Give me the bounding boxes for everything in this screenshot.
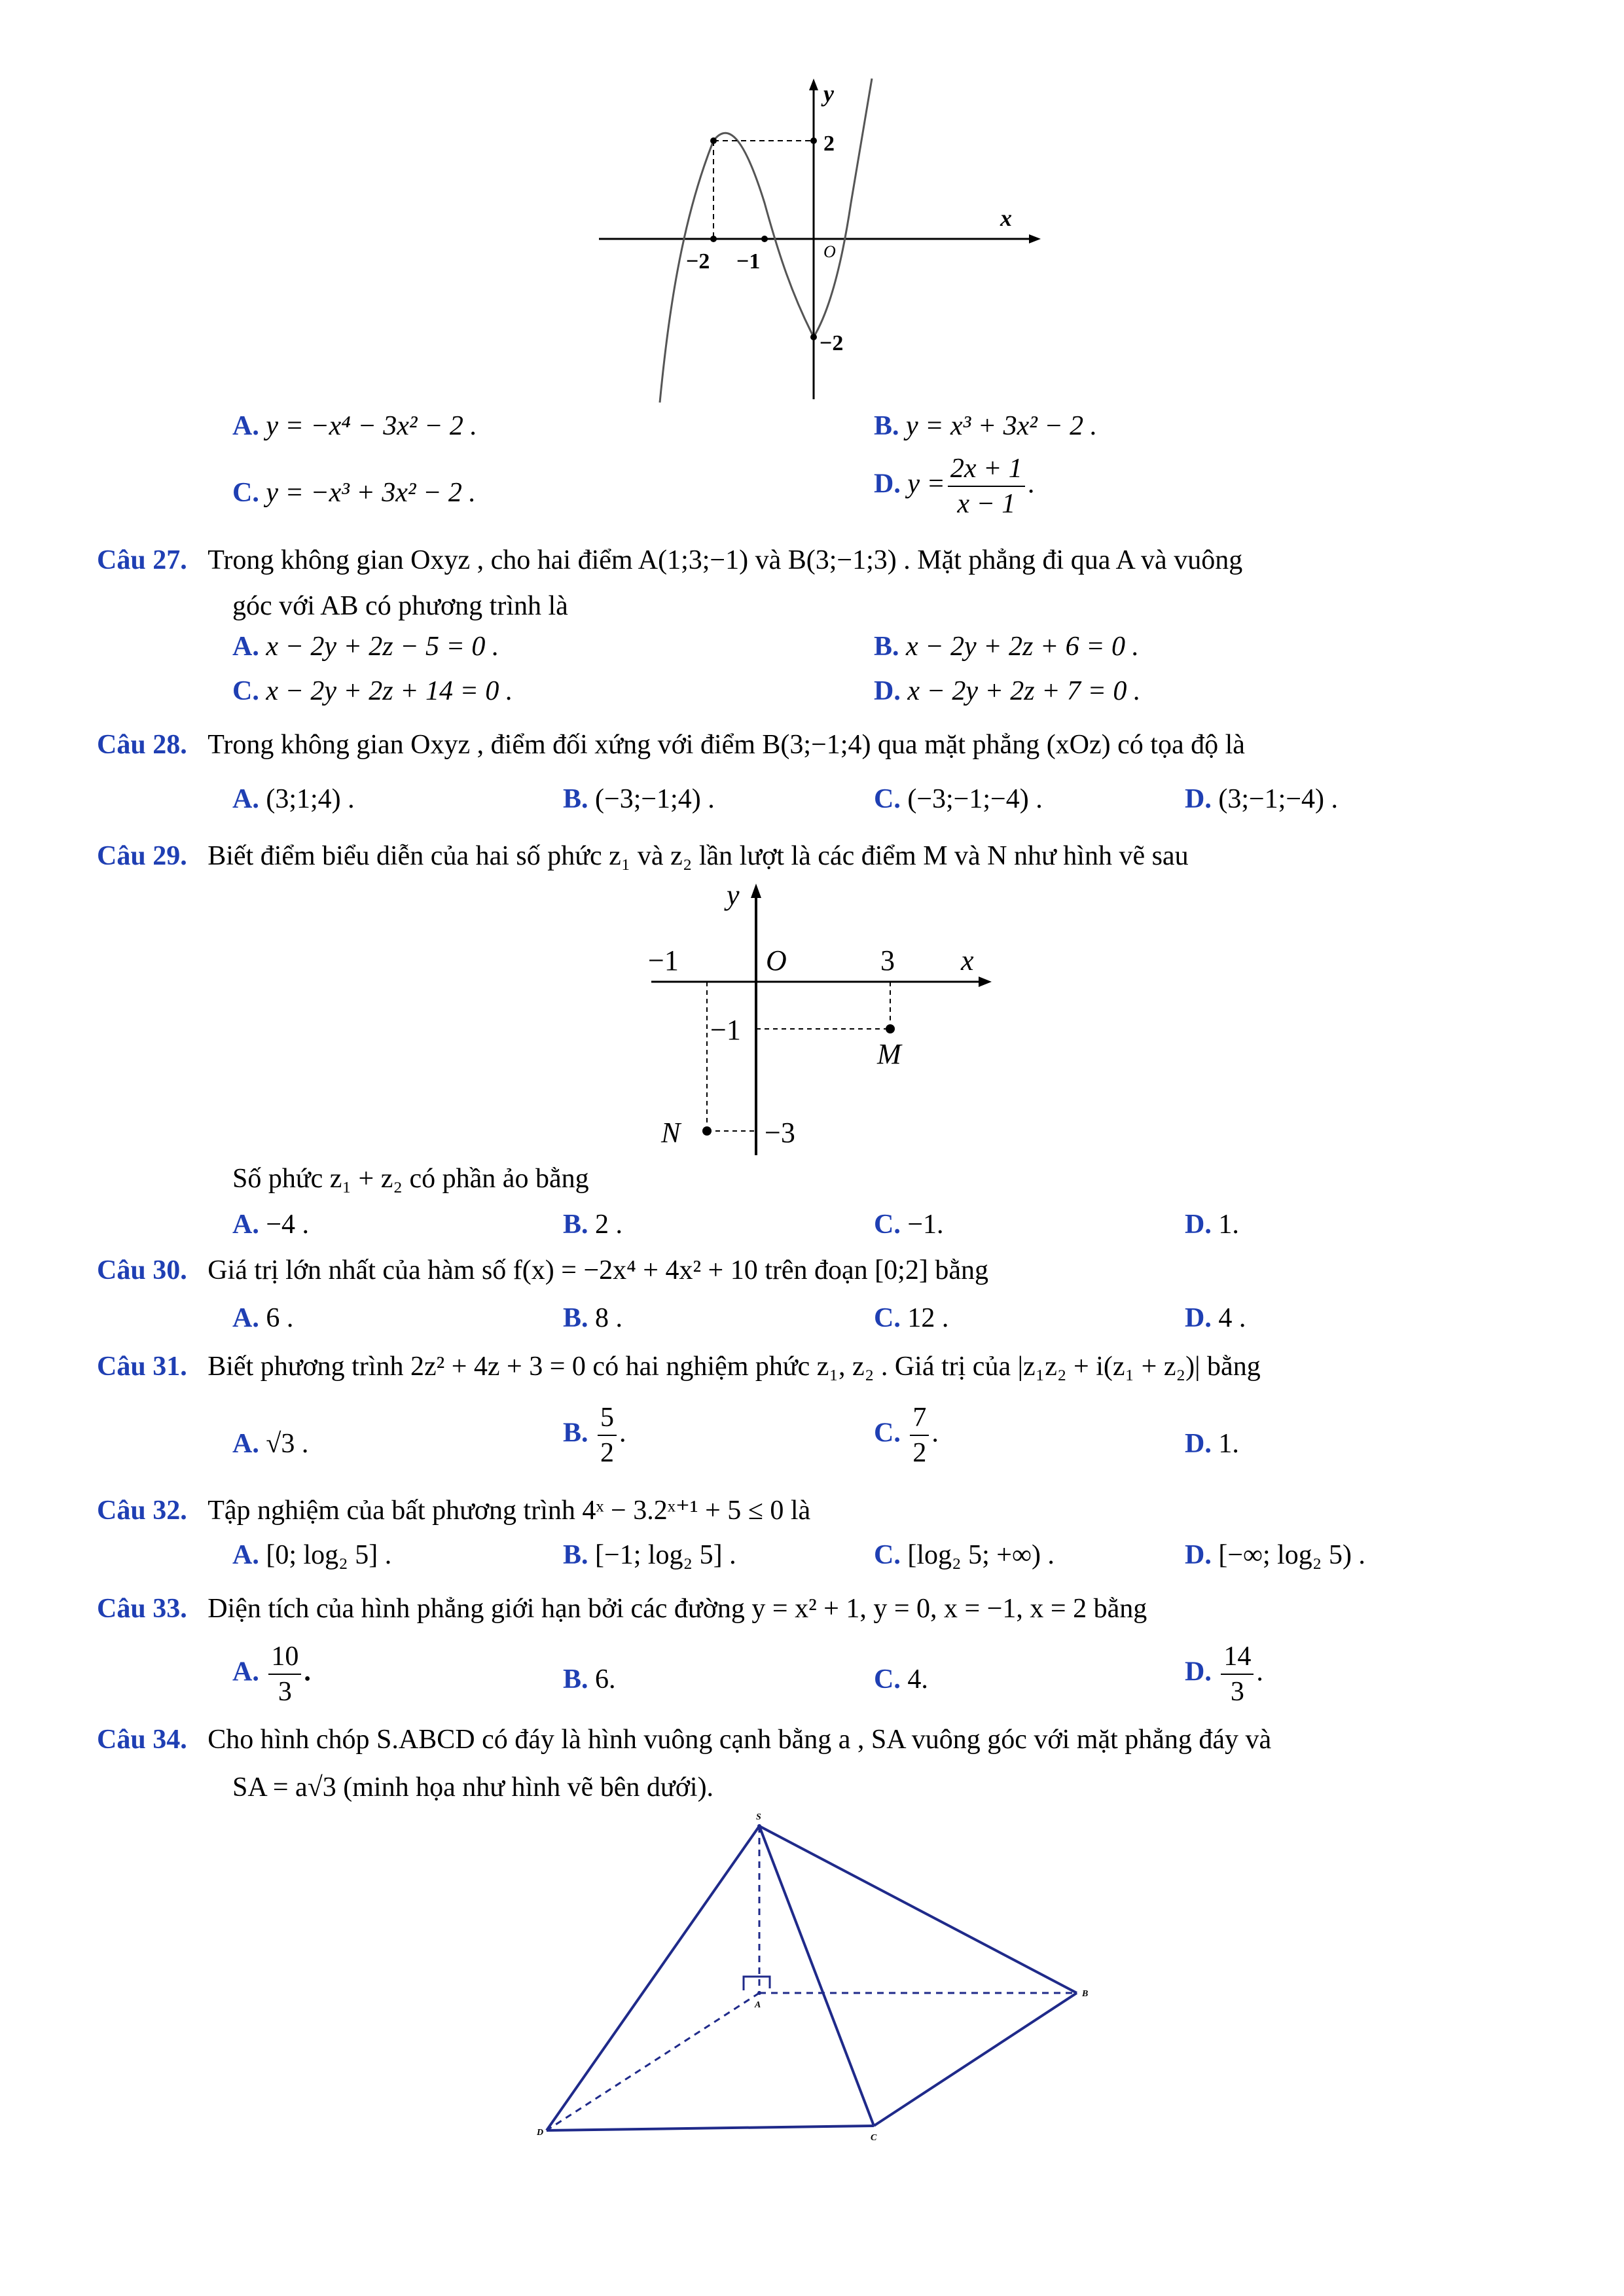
q32-option-a: A. [0; log₂ 5] . [232,1540,392,1570]
q31-text: Câu 31. Biết phương trình 2z² + 4z + 3 = 0 có hai nghiệm phức z₁, z₂ . Giá trị của |z₁z₂ + i(z₁ + z₂)| bằng [97,1352,1261,1382]
origin-label: O [766,944,787,977]
tick-x-minus2: −2 [686,249,710,274]
q27-text-2: góc với AB có phương trình là [232,591,568,621]
vertex-d-label: D [537,2128,544,2138]
q26-option-a: A. y = −x⁴ − 3x² − 2 . [232,411,477,441]
q34-text: Câu 34. Cho hình chóp S.ABCD có đáy là hình vuông cạnh bằng a , SA vuông góc với mặt phẳng đáy và [97,1725,1272,1755]
q33-option-a: A. $\frac{10}{3}$ . [232,1640,311,1709]
y-axis-arrow [751,884,761,898]
q29-option-c: C. −1. [874,1210,944,1240]
q31-option-c: C. $\frac{7}{2}$ . [874,1401,939,1470]
q33-option-d: D. $\frac{14}{3}$ . [1185,1640,1263,1709]
q30-option-c: C. 12 . [874,1303,949,1333]
q26-option-c: C. y = −x³ + 3x² − 2 . [232,478,476,508]
tick-x-minus1: −1 [736,249,761,274]
complex-plane-graph [648,877,1001,1158]
vertex-a-label: A [755,2000,761,2010]
q29-option-d: D. 1. [1185,1210,1239,1240]
q30-option-b: B. 8 . [563,1303,623,1333]
q32-option-d: D. [−∞; log₂ 5) . [1185,1540,1365,1570]
q27-option-d: D. x − 2y + 2z + 7 = 0 . [874,676,1141,706]
y-axis-arrow [809,79,818,90]
tick-y-2: 2 [823,132,835,156]
q34-text-2: SA = a√3 (minh họa như hình vẽ bên dưới). [232,1772,714,1803]
x-axis-arrow [1029,234,1041,243]
q29-option-a: A. −4 . [232,1210,310,1240]
vertex-b-label: B [1082,1989,1089,1999]
tick-y-minus1: −1 [710,1014,741,1046]
q31-option-d: D. 1. [1185,1429,1239,1459]
q32-option-c: C. [log₂ 5; +∞) . [874,1540,1055,1570]
q33-option-c: C. 4. [874,1664,928,1695]
y-label: y [727,879,740,911]
q27-option-c: C. x − 2y + 2z + 14 = 0 . [232,676,513,706]
q30-text: Câu 30. Giá trị lớn nhất của hàm số f(x) = −2x⁴ + 4x² + 10 trên đoạn [0;2] bằng [97,1255,988,1285]
vertex-c-label: C [871,2133,877,2143]
point-m-label: M [877,1038,901,1070]
q31-option-a: A. √3 . [232,1429,309,1459]
tick-y-minus2: −2 [820,331,844,355]
q32-option-b: B. [−1; log₂ 5] . [563,1540,736,1570]
q33-option-b: B. 6. [563,1664,616,1695]
x-axis-arrow [979,977,992,987]
q32-text: Câu 32. Tập nghiệm của bất phương trình 4ˣ − 3.2ˣ⁺¹ + 5 ≤ 0 là [97,1496,811,1526]
q33-text: Câu 33. Diện tích của hình phẳng giới hạn bởi các đường y = x² + 1, y = 0, x = −1, x = 2 bằng [97,1594,1147,1624]
q28-option-d: D. (3;−1;−4) . [1185,784,1339,814]
q30-option-a: A. 6 . [232,1303,294,1333]
cubic-graph [589,72,1047,406]
q27-text: Câu 27. Trong không gian Oxyz , cho hai điểm A(1;3;−1) và B(3;−1;3) . Mặt phẳng đi qua A và vuông [97,545,1243,575]
q28-option-b: B. (−3;−1;4) . [563,784,715,814]
q29-option-b: B. 2 . [563,1210,623,1240]
tick-y-minus3: −3 [765,1117,795,1149]
pyramid-figure [537,1813,1113,2153]
q26-option-d: D. y = $\frac{2x + 1}{x - 1}$ . [874,452,1034,521]
q28-option-c: C. (−3;−1;−4) . [874,784,1043,814]
q27-option-a: A. x − 2y + 2z − 5 = 0 . [232,632,499,662]
x-axis-label: x [1000,205,1012,231]
vertex-s-label: S [756,1813,761,1822]
x-label: x [961,944,974,977]
tick-x-minus1: −1 [648,944,679,977]
origin-label: O [823,242,836,261]
q31-option-b: B. $\frac{5}{2}$ . [563,1401,626,1470]
q28-option-a: A. (3;1;4) . [232,784,355,814]
q29-text-2: Số phức z₁ + z₂ có phần ảo bằng [232,1164,589,1194]
q30-option-d: D. 4 . [1185,1303,1246,1333]
q28-text: Câu 28. Trong không gian Oxyz , điểm đối xứng với điểm B(3;−1;4) qua mặt phẳng (xOz) có tọa độ là [97,730,1245,760]
y-axis-label: y [823,81,834,107]
point-n-label: N [661,1117,681,1149]
tick-x-3: 3 [880,944,895,977]
q26-option-b: B. y = x³ + 3x² − 2 . [874,411,1098,441]
q29-text: Câu 29. Biết điểm biểu diễn của hai số phức z₁ và z₂ lần lượt là các điểm M và N như hình vẽ sau [97,841,1189,871]
q27-option-b: B. x − 2y + 2z + 6 = 0 . [874,632,1140,662]
